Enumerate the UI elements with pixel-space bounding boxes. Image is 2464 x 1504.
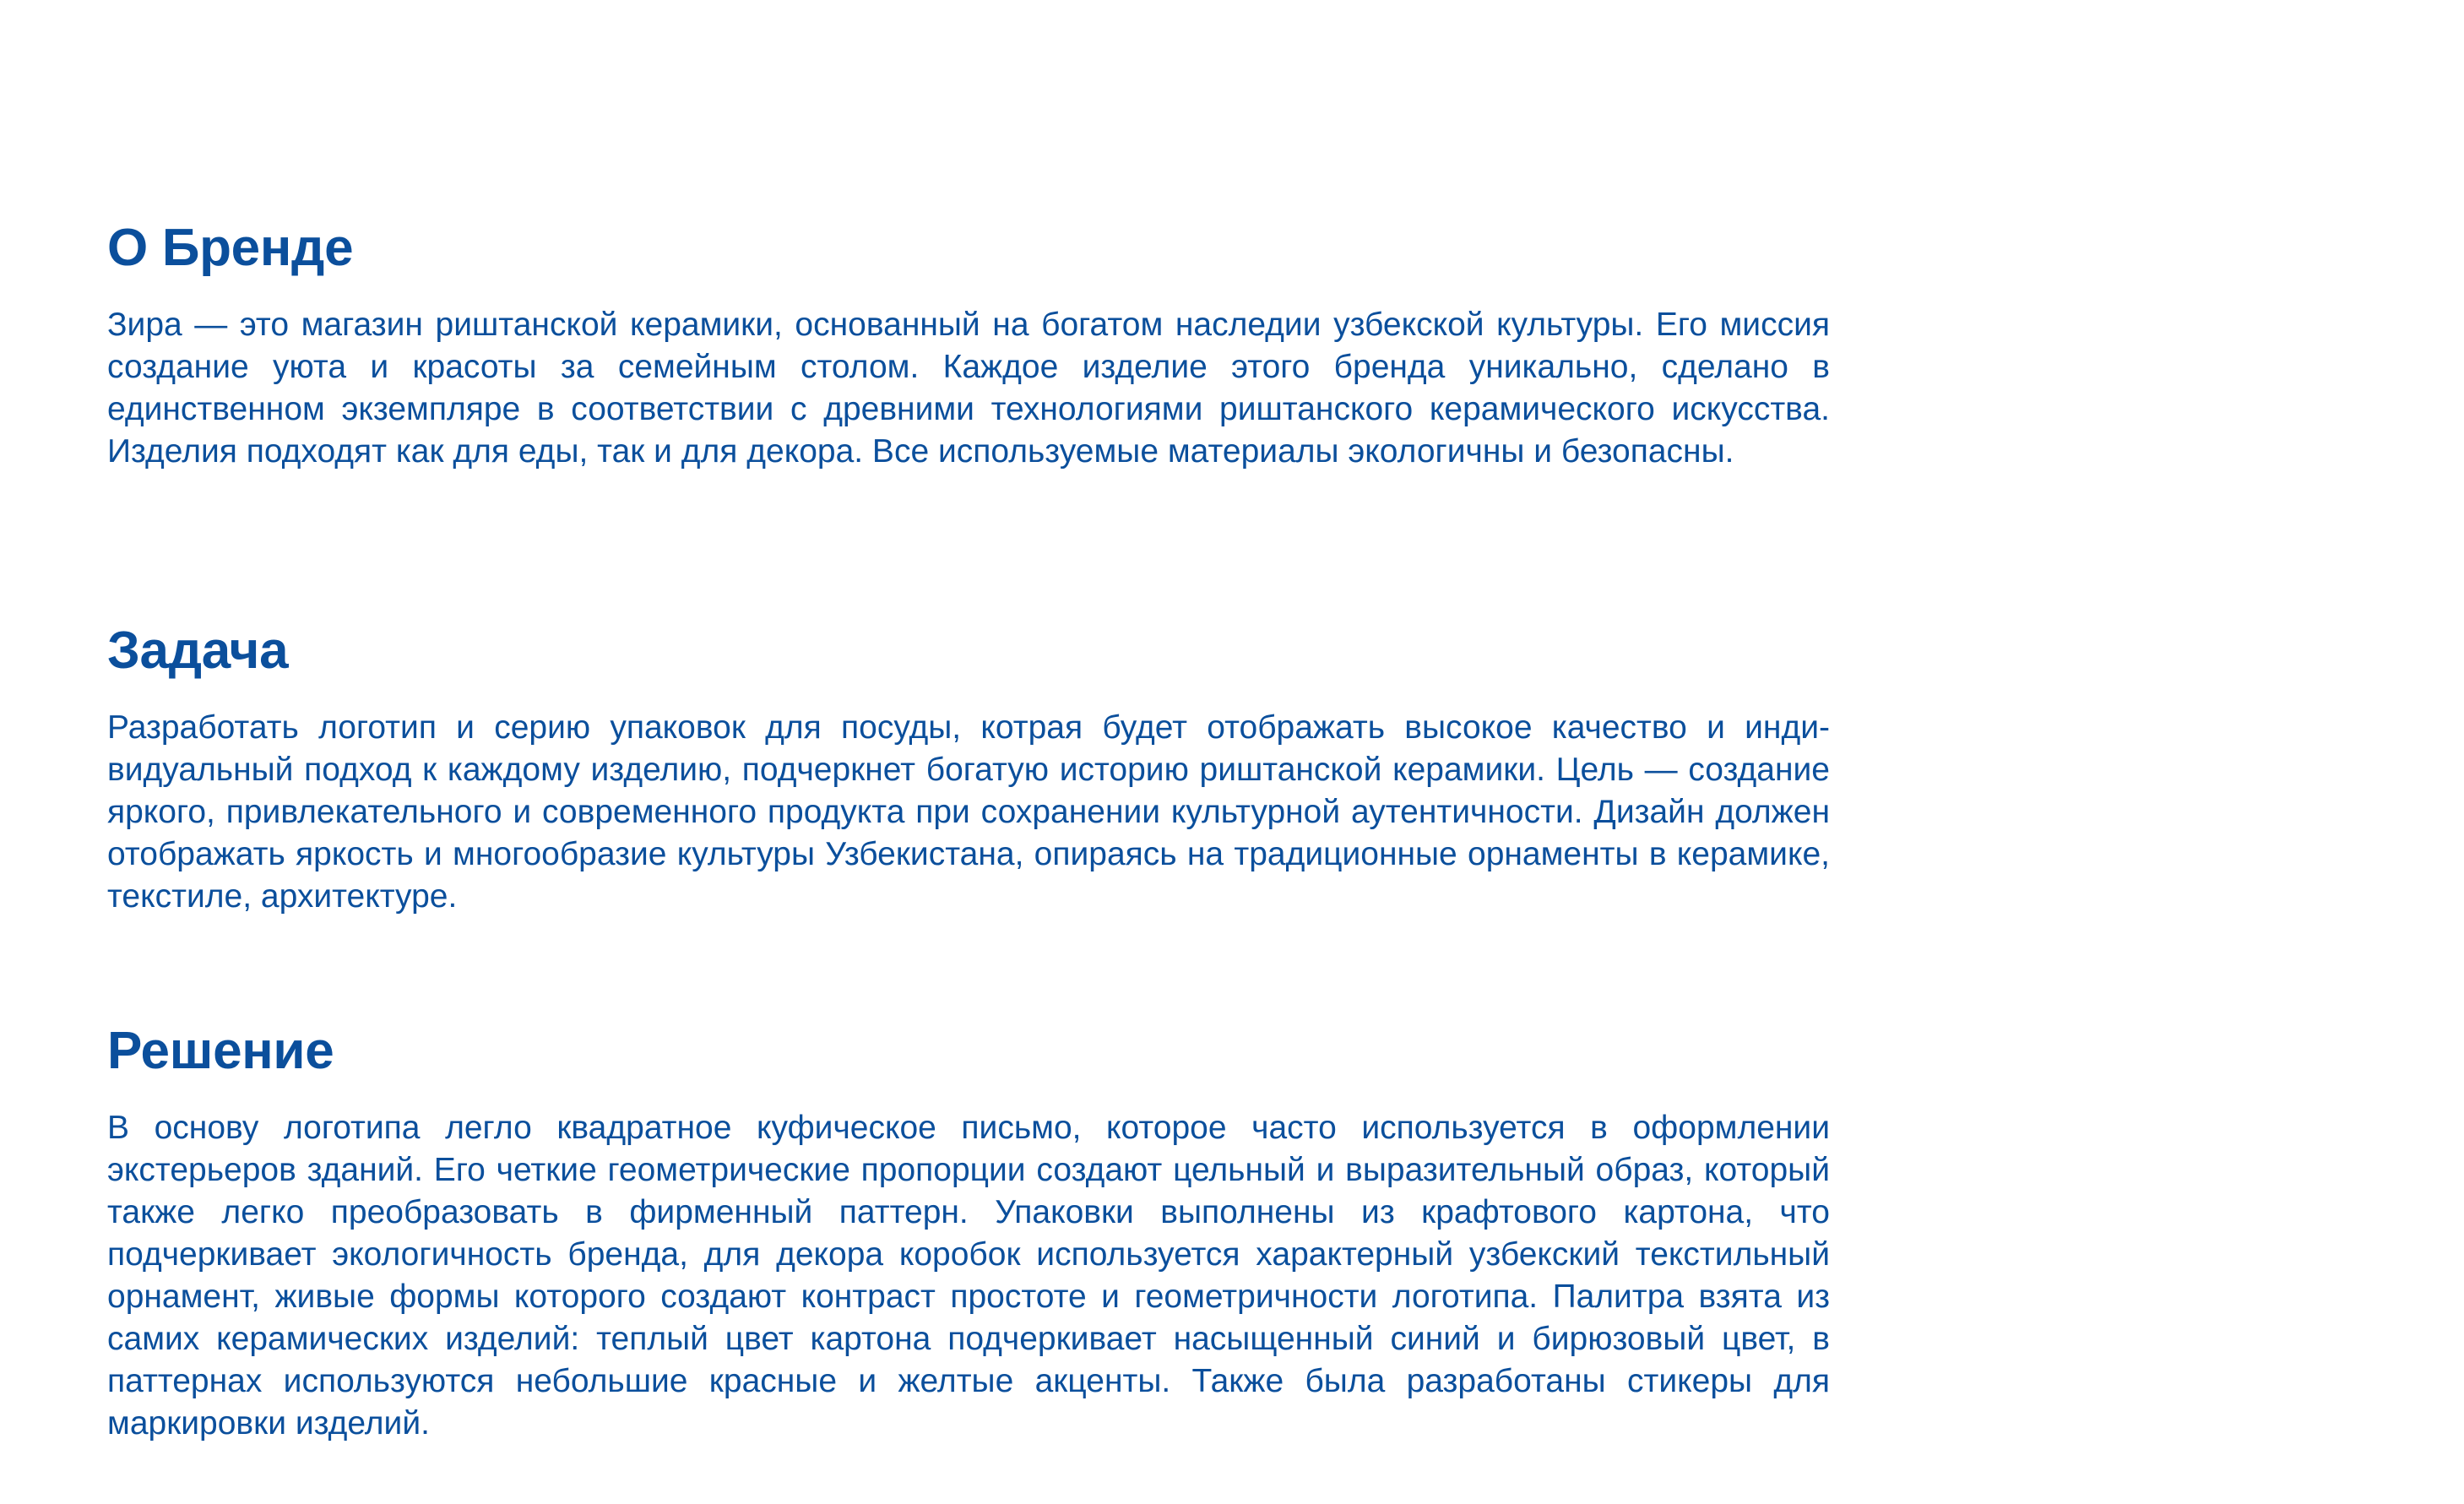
section-text-about-brand: Зира — это магазин риштанской керамики, основанный на богатом наследии узбекской культуры. Его миссия создание уюта и красоты за семейным столом. Каждое изделие этого бренда уникально, сделано в единственном экземпляре в соответствии с древними технологиями риштанского керамического искусства. Изделия подходят как для еды, так и для декора. Все используемые материалы экологичны и безопасны. <box>107 307 1830 470</box>
section-solution <box>107 1021 1830 1445</box>
section-heading-task: Задача <box>107 622 289 680</box>
section-text-task: Разработать логотип и серию упаковок для посуды, котрая будет отображать высокое качество и индивидуальный подход к каждому изделию, подчеркнет богатую историю риштанской керамики. Цель — создание яркого, привлекательного и современного продукта при сохранении культурной аутентичности. Дизайн должен отображать яркость и многообразие культуры Узбекистана, опираясь на традиционные орнаменты в керамике, текстиле, архитектуре. <box>107 709 1830 915</box>
section-task <box>107 621 1830 918</box>
section-heading-about-brand: О Бренде <box>107 219 354 277</box>
section-text-solution: В основу логотипа легло квадратное куфическое письмо, которое часто используется в оформлении экстерьеров зданий. Его четкие геометрические пропорции создают цельный и выразительный образ, который также легко преобразовать в фирменный паттерн. Упаковки выполнены из крафтового картона, что подчеркивает экологичность бренда, для декора коробок используется характерный узбекский текстильный орнамент, живые формы которого создают контраст простоте и геометричности логотипа. Палитра взята из самих керамических изделий: теплый цвет картона подчеркивает насыщенный синий и бирюзовый цвет, в паттернах используются небольшие красные и желтые акценты. Также была разработаны стикеры для маркировки изделий. <box>107 1110 1830 1442</box>
section-heading-solution: Решение <box>107 1022 334 1080</box>
section-about-brand <box>107 218 1830 473</box>
